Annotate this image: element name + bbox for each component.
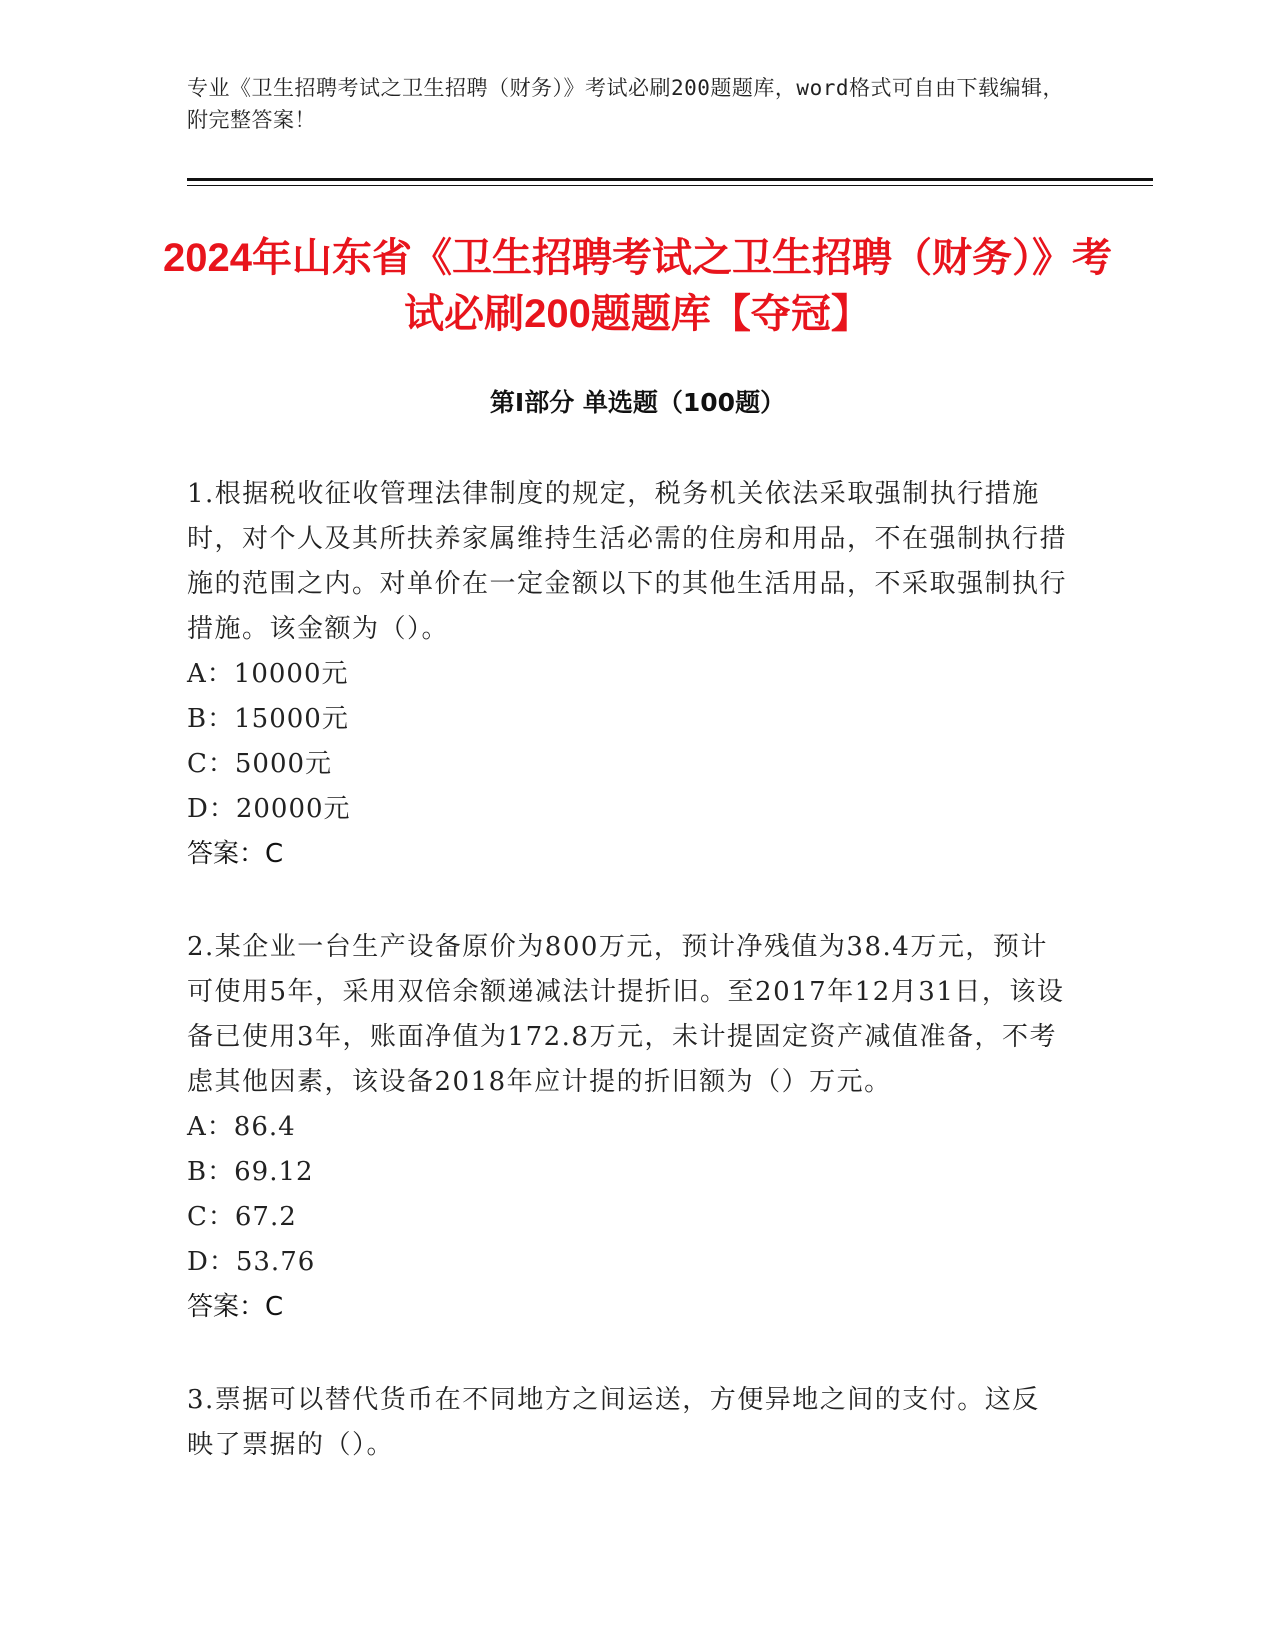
answer: 答案：C xyxy=(187,839,284,869)
header-divider-thick xyxy=(187,178,1153,181)
header-divider-thin xyxy=(187,185,1153,186)
option-b: B：15000元 xyxy=(187,704,349,734)
question-stem: 2.某企业一台生产设备原价为800万元，预计净残值为38.4万元，预计可使用5年，采用双倍余额递减法计提折旧。至2017年12月31日，该设备已使用3年，账面净值为172.8万元，未计提固定资产减值准备，不考虑其他因素，该设备2018年应计提的折旧额为（）万元。 xyxy=(187,932,1065,1097)
question-2 xyxy=(187,925,1067,1330)
question-3 xyxy=(187,1378,1067,1468)
question-stem: 3.票据可以替代货币在不同地方之间运送，方便异地之间的支付。这反映了票据的（）。 xyxy=(187,1385,1040,1460)
option-d: D：20000元 xyxy=(187,794,351,824)
option-a: A：10000元 xyxy=(187,659,349,689)
option-d: D：53.76 xyxy=(187,1247,316,1277)
section-heading: 第I部分 单选题（100题） xyxy=(489,388,786,417)
option-c: C：5000元 xyxy=(187,749,333,779)
option-b: B：69.12 xyxy=(187,1157,314,1187)
document-title: 2024年山东省《卫生招聘考试之卫生招聘（财务）》考试必刷200题题库【夺冠】 xyxy=(163,236,1112,336)
option-a: A：86.4 xyxy=(187,1112,296,1142)
header-note: 专业《卫生招聘考试之卫生招聘（财务）》考试必刷200题题库，word格式可自由下载编辑，附完整答案！ xyxy=(187,76,1064,132)
question-stem: 1.根据税收征收管理法律制度的规定，税务机关依法采取强制执行措施时，对个人及其所扶养家属维持生活必需的住房和用品，不在强制执行措施的范围之内。对单价在一定金额以下的其他生活用品，不采取强制执行措施。该金额为（）。 xyxy=(187,479,1068,644)
question-1 xyxy=(187,472,1067,877)
option-c: C：67.2 xyxy=(187,1202,297,1232)
answer: 答案：C xyxy=(187,1292,284,1322)
